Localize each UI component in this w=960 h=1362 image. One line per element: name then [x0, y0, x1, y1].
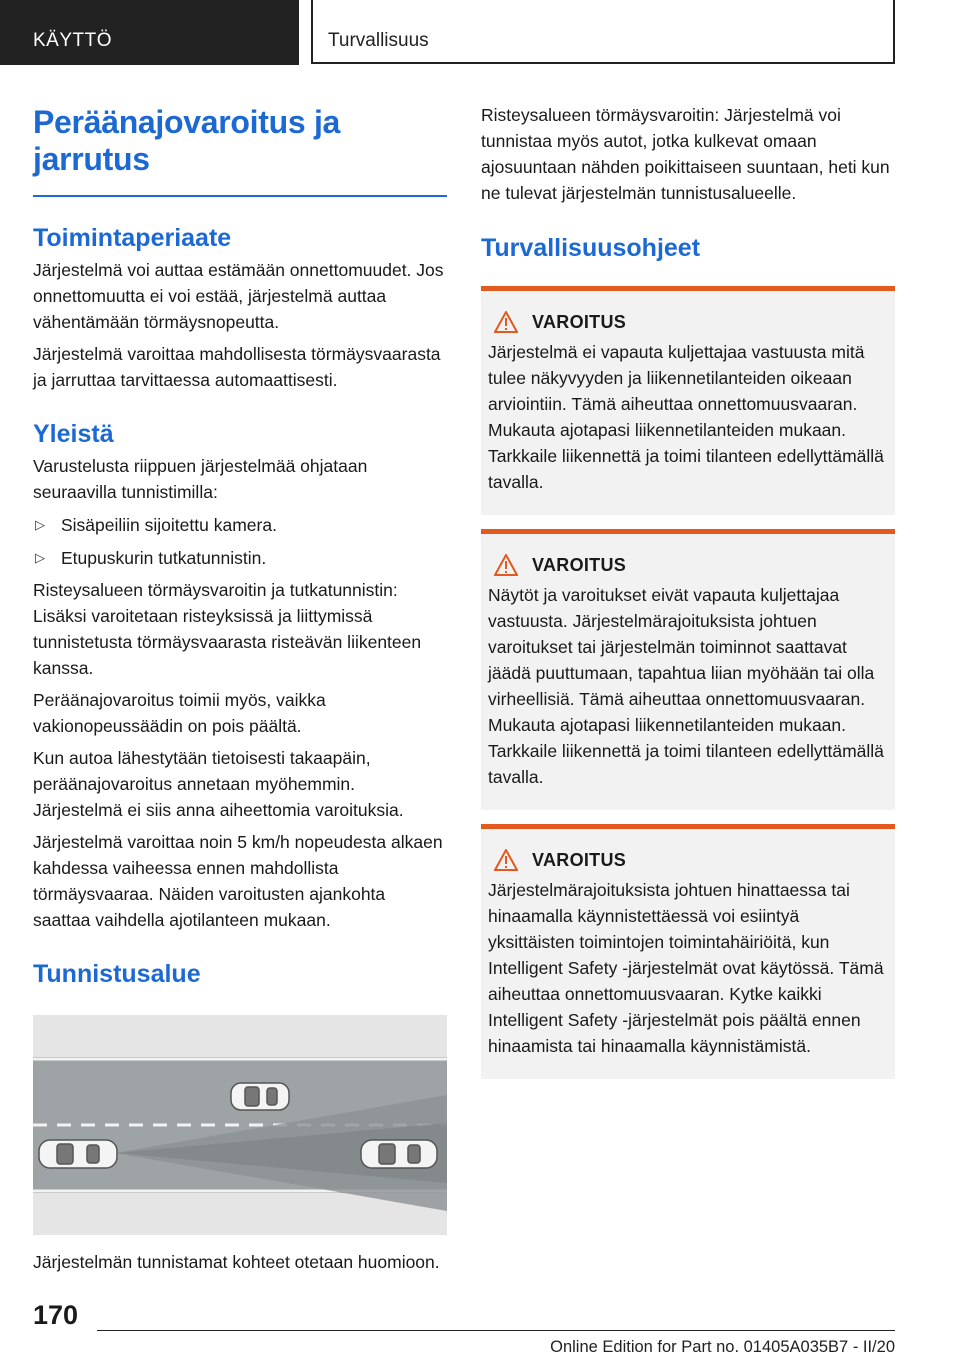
warning-box — [481, 529, 895, 810]
paragraph: Risteysalueen törmäysvaroitin: Järjestelmä voi tunnistaa myös autot, jotka kulkevat omaan ajosuuntaan nähden poikittaiseen suuntaan, heti kun ne tulevat järjestelmän tunnistusalueelle. — [481, 105, 890, 203]
warning-label: VAROITUS — [532, 311, 627, 332]
list-item — [33, 545, 447, 571]
list-item-text: Etupuskurin tutkatunnistin. — [61, 548, 267, 568]
warning-triangle-icon — [494, 554, 518, 576]
paragraph: Järjestelmä varoittaa noin 5 km/h nopeudesta alkaen kahdessa vaiheessa ennen mahdollista törmäysvaaraa. Näiden varoitusten ajankohta saattaa vaihdella ajotilanteen mukaan. — [33, 832, 443, 930]
left-column — [33, 104, 447, 1293]
page-number: 170 — [33, 1300, 79, 1330]
warning-text: Järjestelmä ei vapauta kuljettajaa vastuusta mitä tulee näkyvyyden ja liikennetilanteiden oikeaan arviointiin. Tämä aiheuttaa onnettomuusvaaran. Mukauta ajotapasi liikennetilanteiden mukaan. Tarkkaile liikennettä ja toimi tilanteen edellyttämällä tavalla. — [488, 342, 884, 492]
warning-text: Järjestelmärajoituksista johtuen hinattaessa tai hinaamalla käynnistettäessä voi esiintyä yksittäisten toimintojen toimintahäiriöitä, kun Intelligent Safety -järjestelmät ovat käytössä. Tämä aiheuttaa onnettomuusvaaran. Kytke kaikki Intelligent Safety -järjestelmät pois päältä ennen hinaamista tai hinaamalla käynnistämistä. — [488, 880, 884, 1056]
header-section-tab — [0, 0, 299, 65]
figure-caption: Järjestelmän tunnistamat kohteet otetaan huomioon. — [33, 1252, 440, 1272]
bullet-triangle-icon: ▷ — [35, 550, 45, 565]
warning-label: VAROITUS — [532, 554, 627, 575]
header-section-label: KÄYTTÖ — [33, 30, 113, 51]
page-title: Peräänajovaroitus ja jarrutus — [33, 104, 341, 177]
heading-toimintaperiaate: Toimintaperiaate — [33, 224, 232, 252]
detection-area-illustration — [33, 1015, 447, 1235]
right-column — [481, 102, 895, 1079]
paragraph: Järjestelmä voi auttaa estämään onnettomuudet. Jos onnettomuutta ei voi estää, järjestelmä auttaa vähentämään törmäysnopeutta. — [33, 260, 444, 332]
paragraph: Kun autoa lähestytään tietoisesti takaapäin, peräänajovaroitus annetaan myöhemmin. Järjestelmä ei siis anna aiheettomia varoituksia. — [33, 748, 404, 820]
heading-turvallisuusohjeet: Turvallisuusohjeet — [481, 234, 701, 262]
car-icon — [231, 1083, 289, 1110]
heading-yleista: Yleistä — [33, 420, 114, 448]
header-chapter-label: Turvallisuus — [328, 30, 429, 51]
paragraph: Peräänajovaroitus toimii myös, vaikka vakionopeussäädin on pois päältä. — [33, 690, 326, 736]
warning-text: Näytöt ja varoitukset eivät vapauta kuljettajaa vastuusta. Järjestelmärajoituksista johtuen varoitukset tai järjestelmän toiminnot saattavat jäädä puuttumaan, tapahtua liian myöhään tai olla virheellisiä. Tämä aiheuttaa onnettomuusvaaran. Mukauta ajotapasi liikennetilanteiden mukaan. Tarkkaile liikennettä ja toimi tilanteen edellyttämällä tavalla. — [488, 585, 884, 787]
list-item — [33, 512, 447, 538]
warning-label: VAROITUS — [532, 849, 627, 870]
paragraph: Risteysalueen törmäysvaroitin ja tutkatunnistin: Lisäksi varoitetaan risteyksissä ja liittymissä tunnistetusta törmäysvaarasta risteävän liikenteen kanssa. — [33, 580, 422, 678]
paragraph: Järjestelmä varoittaa mahdollisesta törmäysvaarasta ja jarruttaa tarvittaessa automaattisesti. — [33, 344, 441, 390]
warning-triangle-icon — [494, 311, 518, 333]
warning-box — [481, 824, 895, 1079]
footer-edition: Online Edition for Part no. 01405A035B7 - II/20 — [550, 1338, 895, 1356]
paragraph: Varustelusta riippuen järjestelmää ohjataan seuraavilla tunnistimilla: — [33, 456, 368, 502]
warning-triangle-icon — [494, 849, 518, 871]
warning-box — [481, 286, 895, 515]
car-icon — [39, 1140, 117, 1168]
footer-divider — [97, 1330, 895, 1331]
header-chapter-tab — [311, 0, 895, 64]
car-icon — [361, 1140, 437, 1168]
bullet-triangle-icon: ▷ — [35, 517, 45, 532]
title-divider — [33, 195, 447, 197]
heading-tunnistusalue: Tunnistusalue — [33, 960, 201, 988]
list-item-text: Sisäpeiliin sijoitettu kamera. — [61, 515, 277, 535]
